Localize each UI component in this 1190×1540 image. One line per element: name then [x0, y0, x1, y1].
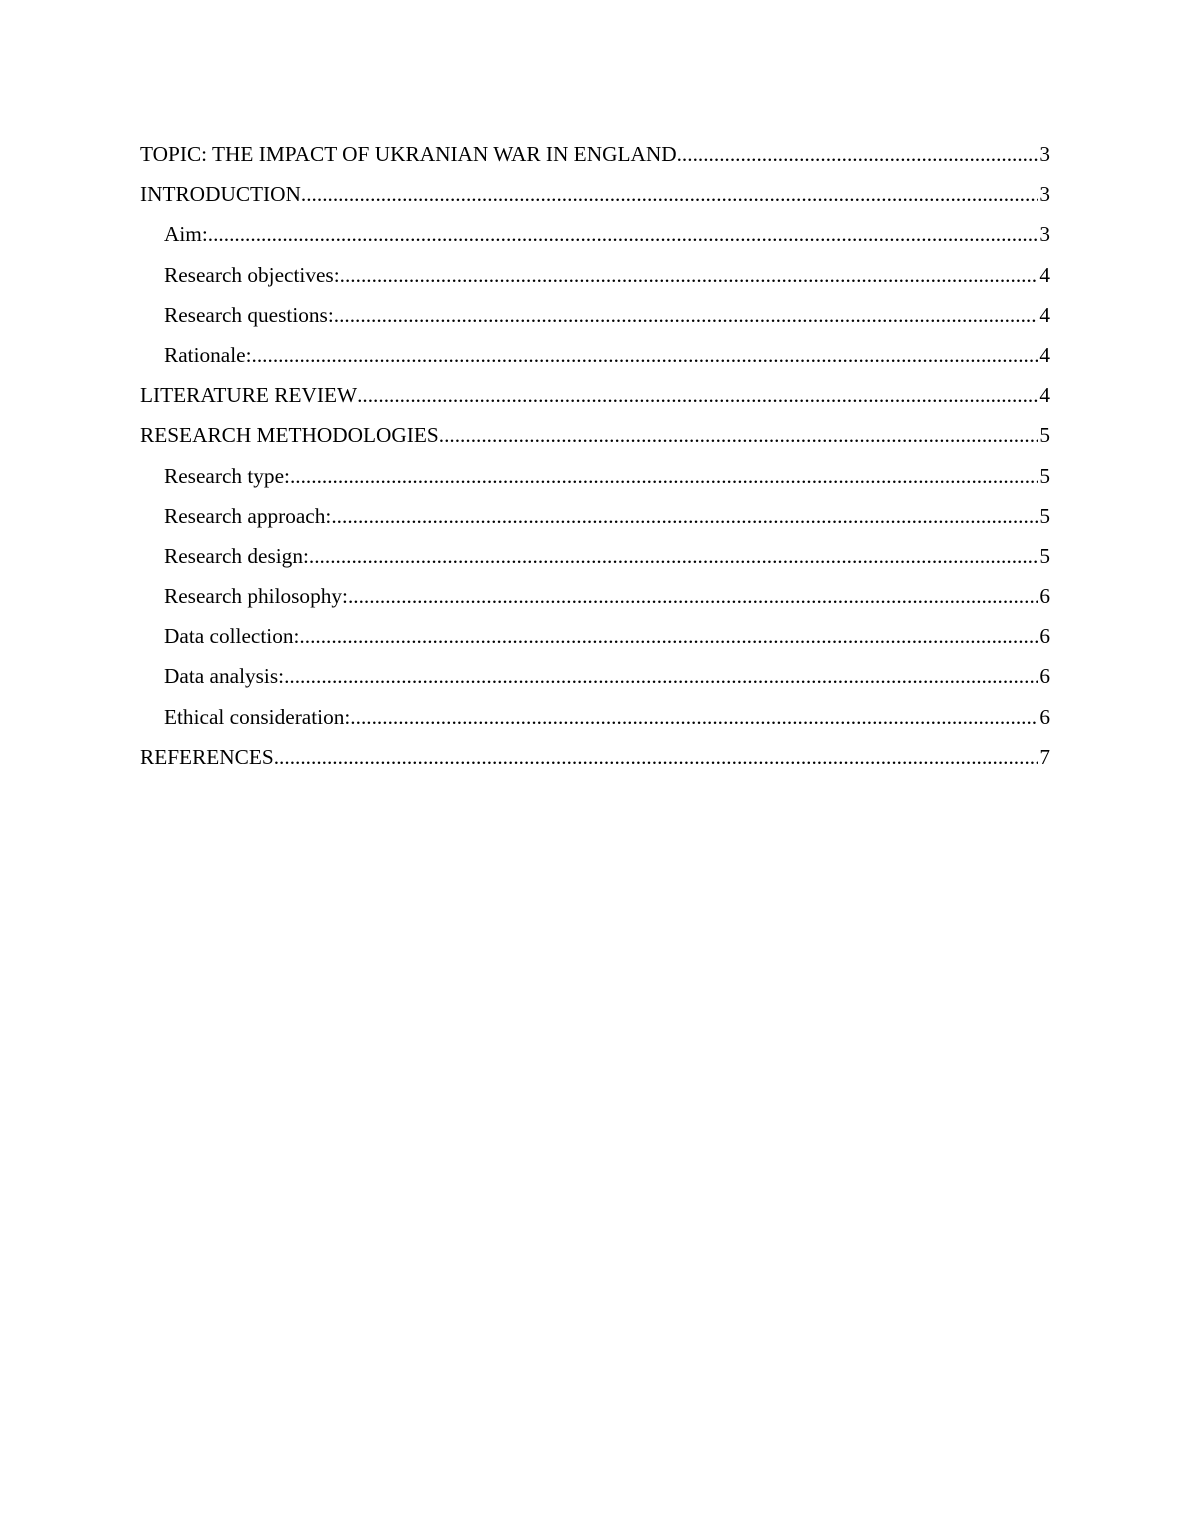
toc-entry-introduction[interactable]	[140, 174, 1050, 214]
toc-entry-title: Research questions:	[164, 302, 334, 327]
toc-page-number: 6	[1039, 704, 1050, 729]
toc-dot-leader	[357, 375, 1038, 415]
toc-dot-leader	[331, 496, 1038, 536]
toc-dot-leader	[301, 174, 1038, 214]
toc-page-number: 4	[1039, 342, 1050, 367]
toc-entry-title: Data analysis:	[164, 664, 285, 689]
toc-dot-leader	[252, 335, 1039, 375]
toc-entry-title: Research philosophy:	[164, 584, 348, 609]
toc-entry-references[interactable]	[140, 737, 1050, 777]
toc-entry-title: Data collection:	[164, 624, 300, 649]
toc-entry-data-analysis[interactable]	[140, 656, 1050, 696]
toc-entry-research-objectives[interactable]	[140, 255, 1050, 295]
toc-page-number: 3	[1039, 222, 1050, 247]
toc-entry-title: REFERENCES	[140, 744, 274, 769]
toc-entry-title: Rationale:	[164, 342, 252, 367]
toc-entry-title: Ethical consideration:	[164, 704, 351, 729]
toc-dot-leader	[350, 697, 1038, 737]
toc-dot-leader	[439, 415, 1039, 455]
toc-page-number: 4	[1039, 383, 1050, 408]
toc-entry-research-philosophy[interactable]	[140, 576, 1050, 616]
toc-dot-leader	[677, 134, 1039, 174]
toc-dot-leader	[299, 616, 1038, 656]
toc-dot-leader	[309, 536, 1038, 576]
toc-page-number: 5	[1039, 463, 1050, 488]
toc-page-number: 4	[1039, 262, 1050, 287]
toc-entry-research-questions[interactable]	[140, 295, 1050, 335]
toc-entry-research-approach[interactable]	[140, 496, 1050, 536]
toc-entry-aim[interactable]	[140, 214, 1050, 254]
toc-dot-leader	[348, 576, 1038, 616]
toc-entry-title: Research design:	[164, 543, 309, 568]
toc-dot-leader	[284, 656, 1038, 696]
toc-entry-ethical-consideration[interactable]	[140, 697, 1050, 737]
toc-entry-title: RESEARCH METHODOLOGIES	[140, 423, 439, 448]
toc-dot-leader	[340, 255, 1039, 295]
toc-page-number: 5	[1039, 543, 1050, 568]
toc-page-number: 3	[1039, 142, 1050, 166]
toc-entry-title: Research approach:	[164, 503, 332, 528]
toc-entry-title: Research type:	[164, 463, 290, 488]
toc-entry-literature-review[interactable]	[140, 375, 1050, 415]
toc-page-number: 5	[1039, 503, 1050, 528]
table-of-contents	[140, 134, 1050, 777]
toc-entry-data-collection[interactable]	[140, 616, 1050, 656]
toc-entry-title: Aim:	[164, 222, 208, 247]
toc-dot-leader	[290, 456, 1038, 496]
toc-page-number: 7	[1039, 744, 1050, 769]
toc-dot-leader	[208, 214, 1039, 254]
toc-entry-title: TOPIC: THE IMPACT OF UKRANIAN WAR IN ENGLAND	[140, 142, 677, 166]
toc-entry-title: INTRODUCTION	[140, 182, 301, 207]
toc-entry-topic[interactable]	[140, 134, 1050, 174]
toc-page-number: 6	[1039, 624, 1050, 649]
toc-page-number: 6	[1039, 584, 1050, 609]
toc-entry-research-type[interactable]	[140, 456, 1050, 496]
toc-page-number: 4	[1039, 302, 1050, 327]
toc-dot-leader	[334, 295, 1039, 335]
toc-entry-research-design[interactable]	[140, 536, 1050, 576]
toc-entry-title: LITERATURE REVIEW	[140, 383, 358, 408]
toc-page-number: 5	[1039, 423, 1050, 448]
toc-dot-leader	[274, 737, 1039, 777]
toc-entry-research-methodologies[interactable]	[140, 415, 1050, 455]
toc-page-number: 3	[1039, 182, 1050, 207]
toc-entry-title: Research objectives:	[164, 262, 340, 287]
toc-entry-rationale[interactable]	[140, 335, 1050, 375]
toc-page-number: 6	[1039, 664, 1050, 689]
